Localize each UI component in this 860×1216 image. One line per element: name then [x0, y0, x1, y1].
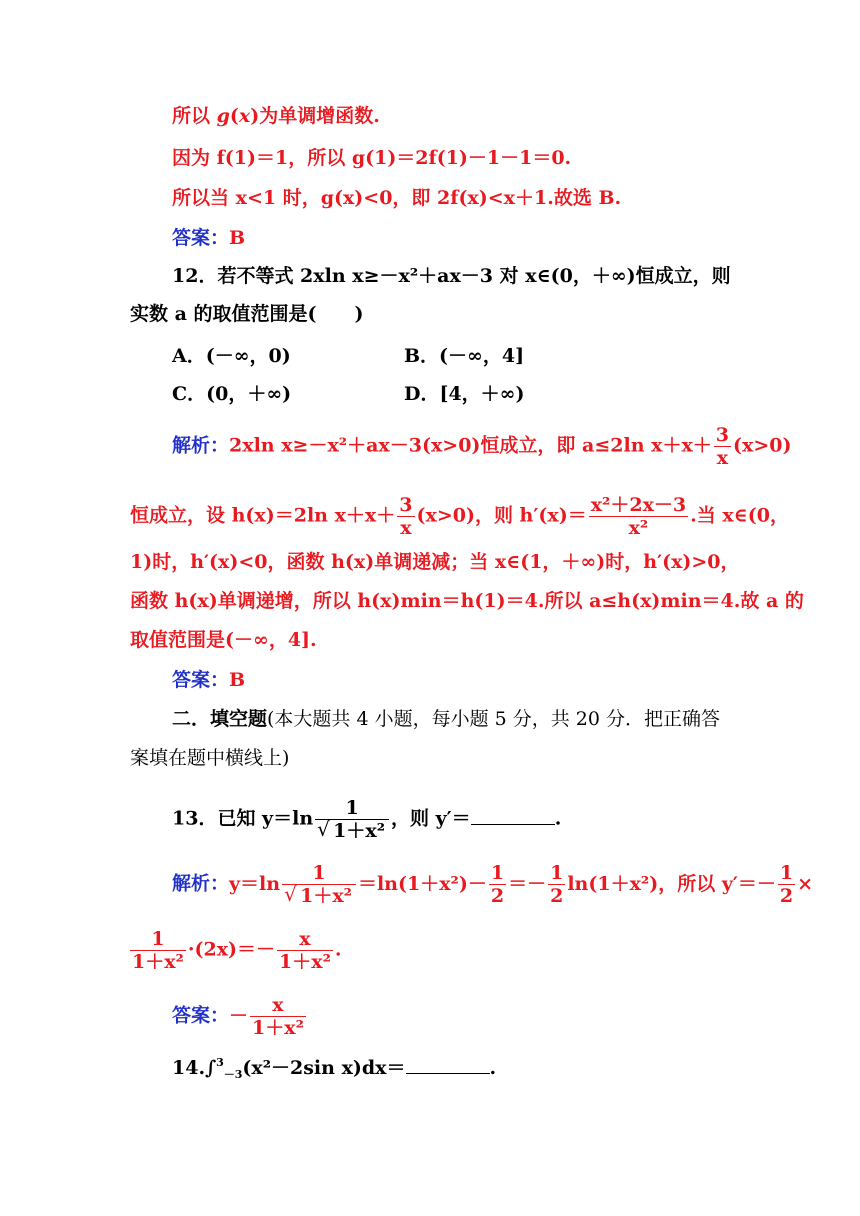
fraction-x-over-1-plus-x2: $\frac{x}{\text{1＋x²}}$	[252, 994, 304, 1039]
solution-12-line-5: 取值范围是(－∞，4].	[130, 629, 317, 651]
question-12-line-1: 12．若不等式 2xln x≥－x²＋ax－3 对 x∈(0，＋∞)恒成立，则	[172, 265, 731, 287]
section-2-desc: 案填在题中横线上)	[130, 747, 290, 769]
solution-line-1: 所以 g(x)为单调增函数.	[172, 105, 380, 127]
fraction-half: $\frac{1}{2}$	[779, 862, 794, 907]
fraction-half: $\frac{1}{2}$	[490, 862, 505, 907]
option-c: C．(0，＋∞)	[172, 383, 292, 405]
solution-13-line-1: 解析：y＝ln 1 √ 1＋x² ＝ln(1＋x²)－ $\frac{1}{2}$ ＝－ $\frac{1}{2}$ ln(1＋x²)，所以 y′＝－ $\frac{1}{2}$ ×	[172, 862, 813, 907]
fraction-1-over-sqrt: 1 √ 1＋x²	[315, 797, 389, 842]
solution-13-line-2: $\frac{1}{\text{1＋x²}}$ ·(2x)＝－ $\frac{x}{\text{1＋x²}}$ .	[132, 928, 342, 973]
fraction-h-prime: $\frac{\text{x²＋2x－3}}{\text{x²}}$	[590, 494, 687, 539]
question-13: 13．已知 y＝ln 1 √ 1＋x² ，则 y′＝ .	[172, 797, 561, 842]
fraction-1-over-1-plus-x2: $\frac{1}{\text{1＋x²}}$	[132, 928, 184, 973]
fraction-x-over-1-plus-x2: $\frac{x}{\text{1＋x²}}$	[279, 928, 331, 973]
fraction-half: $\frac{1}{2}$	[550, 862, 564, 907]
answer-13: 答案：－ $\frac{x}{\text{1＋x²}}$	[172, 994, 304, 1039]
answer-blank	[406, 1057, 490, 1074]
option-a: A．(－∞，0)	[172, 345, 291, 367]
answer-12: 答案：B	[172, 669, 246, 691]
option-b: B．(－∞，4]	[404, 345, 525, 367]
fraction-1-over-sqrt: 1 √ 1＋x²	[282, 862, 356, 907]
question-12-line-2: 实数 a 的取值范围是( )	[130, 303, 364, 325]
solution-line-2: 因为 f(1)＝1，所以 g(1)＝2f(1)－1－1＝0.	[172, 147, 572, 169]
fraction-3-over-x: $\frac{3}{x}$	[715, 424, 730, 469]
fraction-3-over-x: $\frac{3}{x}$	[399, 494, 413, 539]
option-d: D．[4，＋∞)	[404, 383, 525, 405]
solution-12-line-4: 函数 h(x)单调递增，所以 h(x)min＝h(1)＝4.所以 a≤h(x)min＝4.故 a 的	[130, 590, 804, 612]
solution-12-line-1: 解析：2xln x≥－x²＋ax－3(x>0)恒成立，即 a≤2ln x＋x＋ $\frac{3}{x}$ (x>0)	[172, 424, 792, 469]
solution-12-line-3: 1)时，h′(x)<0，函数 h(x)单调递减；当 x∈(1，＋∞)时，h′(x)>0，	[130, 551, 740, 573]
section-2-heading: 二．填空题(本大题共 4 小题，每小题 5 分，共 20 分．把正确答	[172, 708, 721, 730]
answer-blank	[471, 808, 555, 825]
question-14: 14.∫$^3_{-3}$(x²－2sin x)dx＝ .	[172, 1056, 497, 1081]
solution-12-line-2: 恒成立，设 h(x)＝2ln x＋x＋ $\frac{3}{x}$ (x>0)，则 h′(x)＝ $\frac{\text{x²＋2x－3}}{\text{x²}}$ .当 x∈(0，	[130, 494, 789, 539]
answer-11: 答案：B	[172, 227, 246, 249]
solution-line-3: 所以当 x<1 时，g(x)<0，即 2f(x)<x＋1.故选 B.	[172, 187, 622, 209]
